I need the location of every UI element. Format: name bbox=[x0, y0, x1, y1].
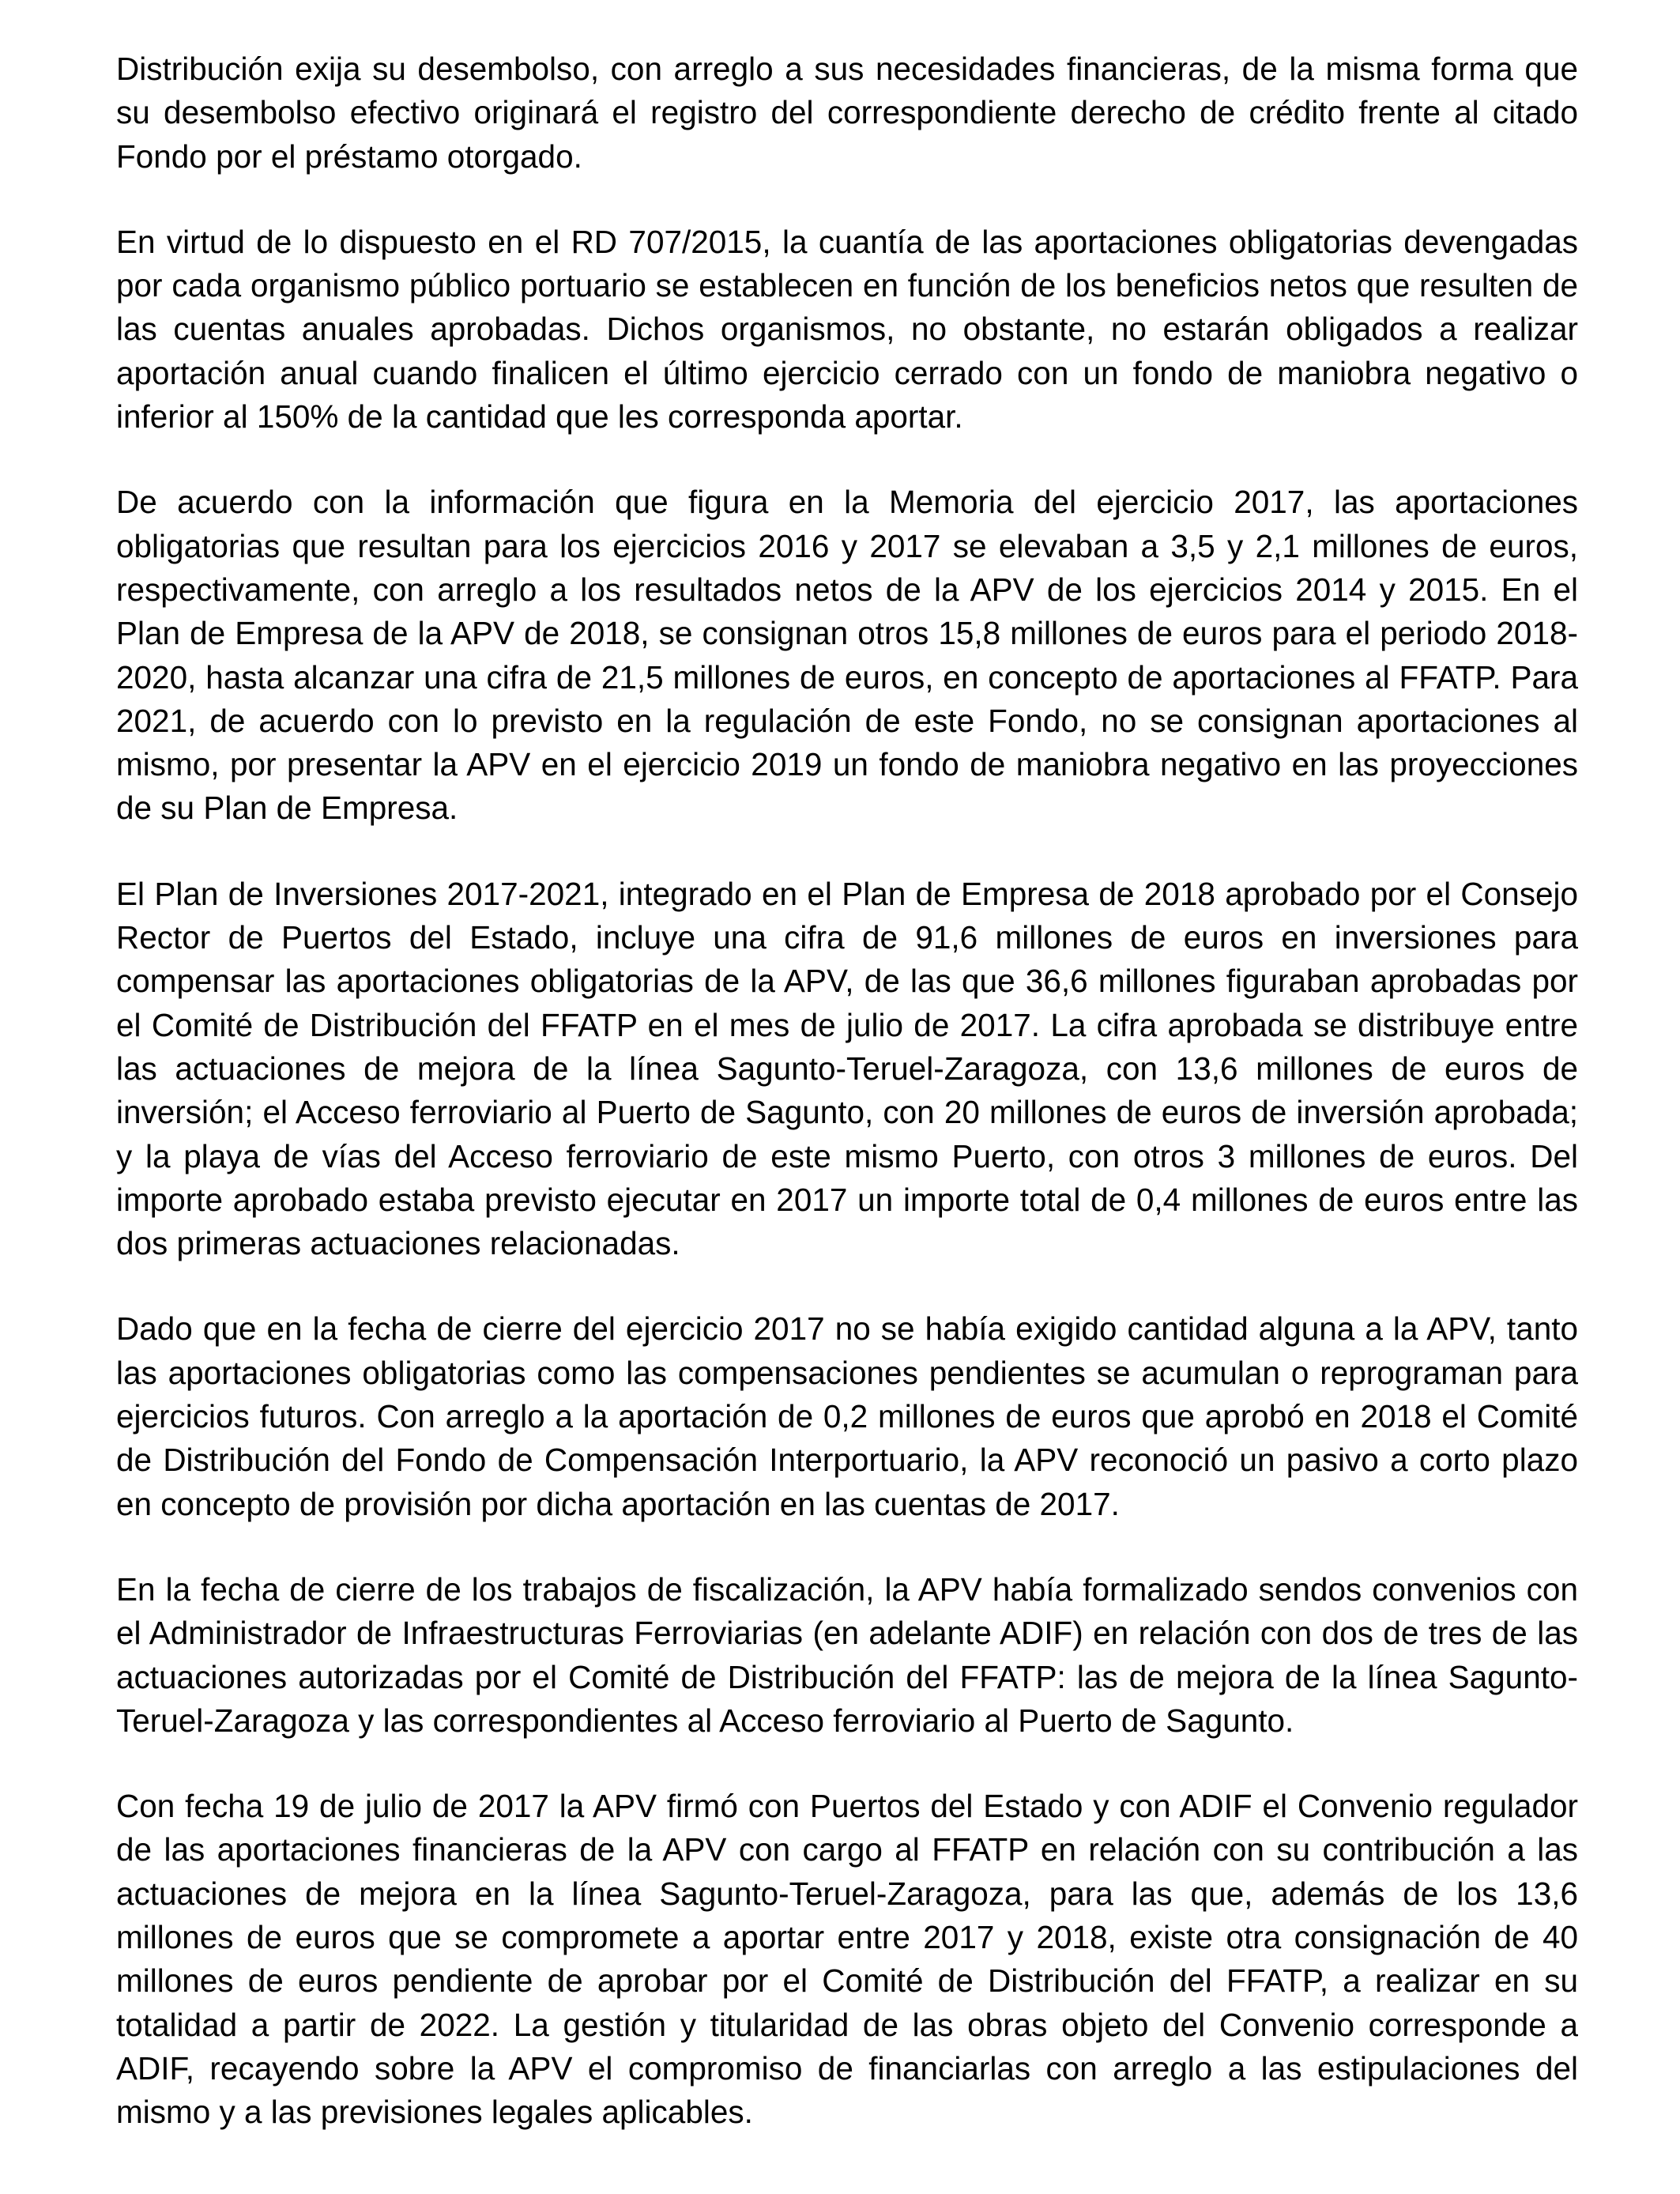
document-body bbox=[116, 47, 1578, 2134]
paragraph-7: Con fecha 19 de julio de 2017 la APV firmó con Puertos del Estado y con ADIF el Convenio regulador de las aportaciones financieras de la APV con cargo al FFATP en relación con su contribución a las actuaciones de mejora en la línea Sagunto-Teruel-Zaragoza, para las que, además de los 13,6 millones de euros que se compromete a aportar entre 2017 y 2018, existe otra consignación de 40 millones de euros pendiente de aprobar por el Comité de Distribución del FFATP, a realizar en su totalidad a partir de 2022. La gestión y titularidad de las obras objeto del Convenio corresponde a ADIF, recayendo sobre la APV el compromiso de financiarlas con arreglo a las estipulaciones del mismo y a las previsiones legales aplicables. bbox=[116, 1788, 1578, 2131]
paragraph-1: Distribución exija su desembolso, con arreglo a sus necesidades financieras, de la misma forma que su desembolso efectivo originará el registro del correspondiente derecho de crédito frente al citado Fondo por el préstamo otorgado. bbox=[116, 51, 1578, 175]
paragraph-3: De acuerdo con la información que figura en la Memoria del ejercicio 2017, las aportaciones obligatorias que resultan para los ejercicios 2016 y 2017 se elevaban a 3,5 y 2,1 millones de euros, respectivamente, con arreglo a los resultados netos de la APV de los ejercicios 2014 y 2015. En el Plan de Empresa de la APV de 2018, se consignan otros 15,8 millones de euros para el periodo 2018-2020, hasta alcanzar una cifra de 21,5 millones de euros, en concepto de aportaciones al FFATP. Para 2021, de acuerdo con lo previsto en la regulación de este Fondo, no se consignan aportaciones al mismo, por presentar la APV en el ejercicio 2019 un fondo de maniobra negativo en las proyecciones de su Plan de Empresa. bbox=[116, 484, 1578, 827]
paragraph-5: Dado que en la fecha de cierre del ejercicio 2017 no se había exigido cantidad alguna a la APV, tanto las aportaciones obligatorias como las compensaciones pendientes se acumulan o reprograman para ejercicios futuros. Con arreglo a la aportación de 0,2 millones de euros que aprobó en 2018 el Comité de Distribución del Fondo de Compensación Interportuario, la APV reconoció un pasivo a corto plazo en concepto de provisión por dicha aportación en las cuentas de 2017. bbox=[116, 1310, 1578, 1522]
paragraph-6: En la fecha de cierre de los trabajos de fiscalización, la APV había formalizado sendos convenios con el Administrador de Infraestructuras Ferroviarias (en adelante ADIF) en relación con dos de tres de las actuaciones autorizadas por el Comité de Distribución del FFATP: las de mejora de la línea Sagunto-Teruel-Zaragoza y las correspondientes al Acceso ferroviario al Puerto de Sagunto. bbox=[116, 1570, 1578, 1739]
paragraph-4: El Plan de Inversiones 2017-2021, integrado en el Plan de Empresa de 2018 aprobado por el Consejo Rector de Puertos del Estado, incluye una cifra de 91,6 millones de euros en inversiones para compensar las aportaciones obligatorias de la APV, de las que 36,6 millones figuraban aprobadas por el Comité de Distribución del FFATP en el mes de julio de 2017. La cifra aprobada se distribuye entre las actuaciones de mejora de la línea Sagunto-Teruel-Zaragoza, con 13,6 millones de euros de inversión; el Acceso ferroviario al Puerto de Sagunto, con 20 millones de euros de inversión aprobada; y la playa de vías del Acceso ferroviario de este mismo Puerto, con otros 3 millones de euros. Del importe aprobado estaba previsto ejecutar en 2017 un importe total de 0,4 millones de euros entre las dos primeras actuaciones relacionadas. bbox=[116, 875, 1578, 1262]
paragraph-2: En virtud de lo dispuesto en el RD 707/2015, la cuantía de las aportaciones obligatorias devengadas por cada organismo público portuario se establecen en función de los beneficios netos que resulten de las cuentas anuales aprobadas. Dichos organismos, no obstante, no estarán obligados a realizar aportación anual cuando finalicen el último ejercicio cerrado con un fondo de maniobra negativo o inferior al 150% de la cantidad que les corresponda aportar. bbox=[116, 223, 1578, 435]
